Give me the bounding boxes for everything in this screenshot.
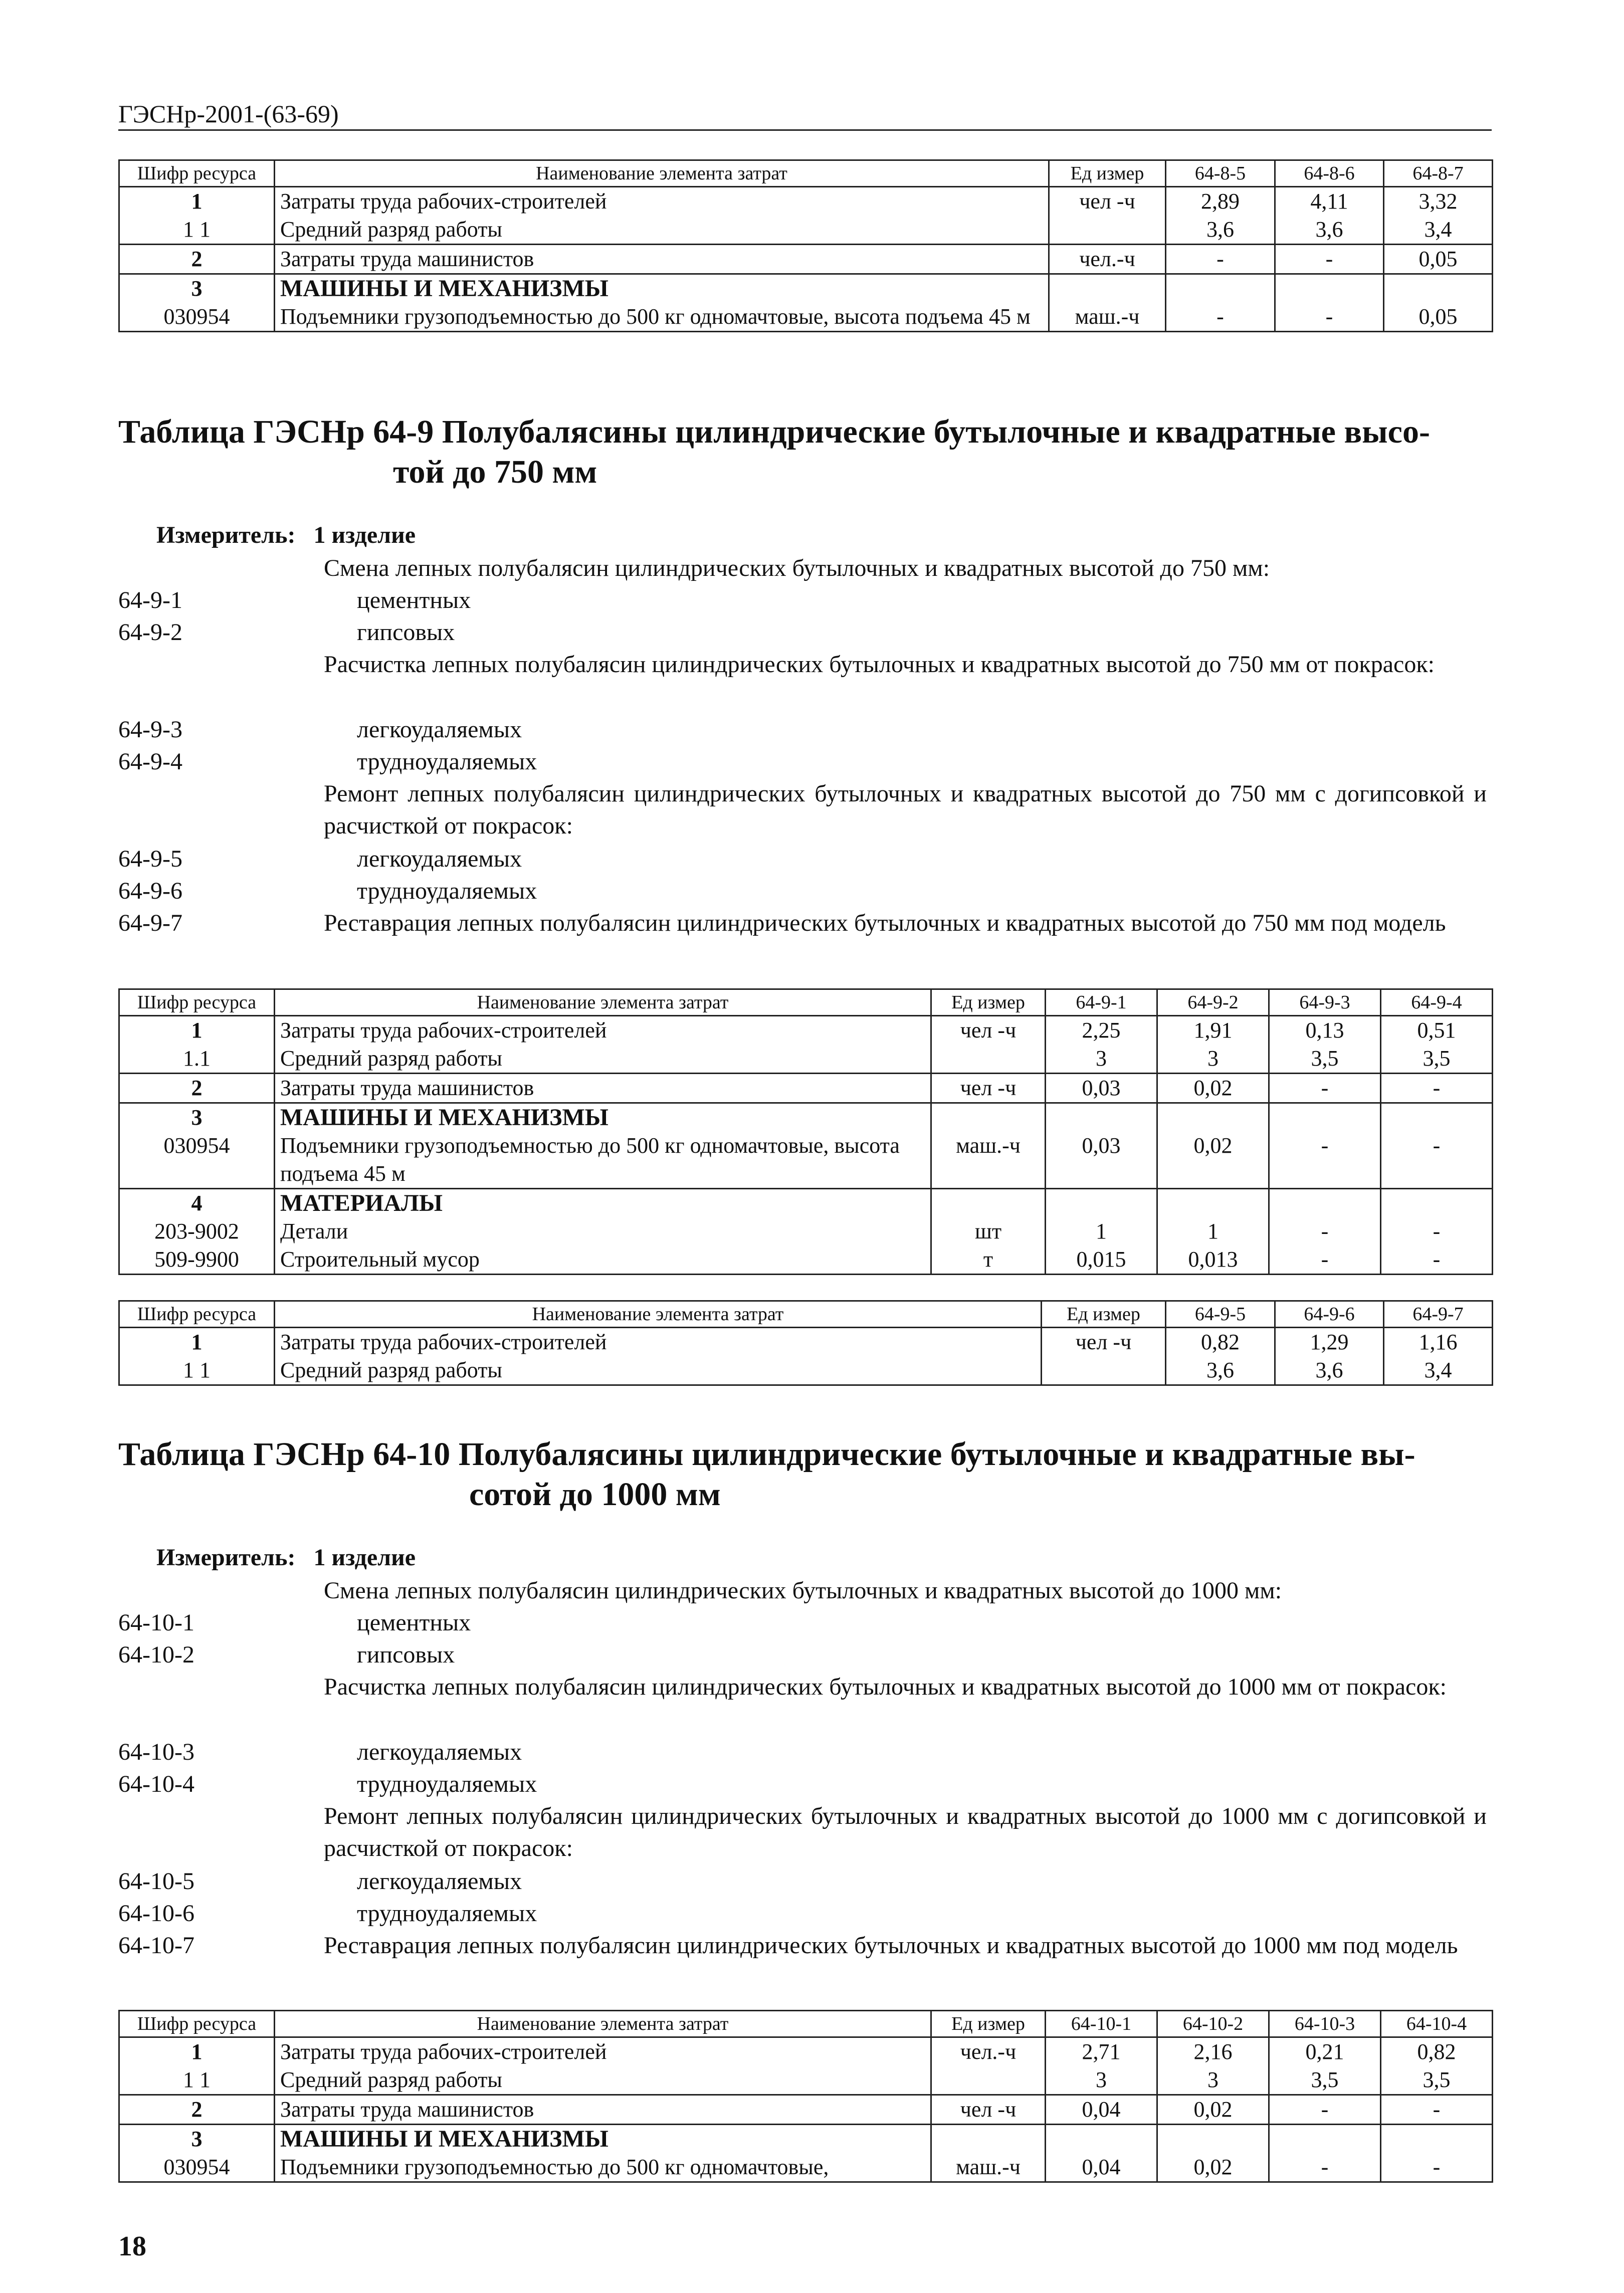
section-heading: МАШИНЫ И МЕХАНИЗМЫ xyxy=(275,1103,931,1132)
col-header-name: Наименование элемента затрат xyxy=(275,1301,1042,1328)
col-header-norm: 64-9-3 xyxy=(1269,989,1381,1016)
norm-value: 0,02 xyxy=(1157,1132,1269,1189)
table-row xyxy=(119,1045,1493,1074)
norm-value xyxy=(1275,274,1384,303)
measure-value: 1 изделие xyxy=(313,1544,416,1571)
norm-value xyxy=(1166,274,1275,303)
norm-value: 0,03 xyxy=(1046,1132,1157,1189)
resource-code: 1 xyxy=(119,1328,275,1357)
norm-value: 3 xyxy=(1046,2066,1157,2095)
table-row xyxy=(119,2095,1493,2125)
norm-value xyxy=(1046,1103,1157,1132)
cost-item-name: Средний разряд работы xyxy=(275,2066,931,2095)
work-description: Расчистка лепных полубалясин цилиндрических бутылочных и квадратных высотой до 750 мм от покрасок: xyxy=(324,651,1435,678)
measure-unit xyxy=(156,1544,416,1571)
col-header-norm: 64-10-4 xyxy=(1381,2011,1493,2037)
table-row xyxy=(119,2066,1493,2095)
resource-code: 203-9002 xyxy=(119,1217,275,1245)
work-item: легкоудаляемых xyxy=(357,846,522,872)
table-row xyxy=(119,1103,1493,1132)
norm-code: 64-10-4 xyxy=(118,1771,194,1797)
running-header: ГЭСНр-2001-(63-69) xyxy=(118,100,339,128)
work-item: легкоудаляемых xyxy=(357,1739,522,1765)
norm-code: 64-9-4 xyxy=(118,748,182,775)
table-64-9-resources-a xyxy=(118,988,1493,1275)
resource-code: 3 xyxy=(119,2125,275,2154)
unit: чел -ч xyxy=(931,2095,1046,2125)
norm-value: 0,02 xyxy=(1157,1074,1269,1103)
table-row xyxy=(119,1328,1493,1357)
col-header-code: Шифр ресурса xyxy=(119,2011,275,2037)
norm-value xyxy=(1381,1103,1493,1132)
col-header-norm: 64-8-5 xyxy=(1166,160,1275,187)
table-row xyxy=(119,1245,1493,1275)
norm-value: 2,16 xyxy=(1157,2037,1269,2066)
resource-code: 1 1 xyxy=(119,216,275,245)
work-description: Ремонт лепных полубалясин цилиндрических бутылочных и квадратных высотой до 1000 мм с догипсовкой и расчисткой от покрасок: xyxy=(324,1803,1487,1861)
norm-value: - xyxy=(1381,1132,1493,1189)
norm-value: 1,29 xyxy=(1275,1328,1384,1357)
norm-value: 3,5 xyxy=(1381,1045,1493,1074)
unit xyxy=(1049,274,1166,303)
norm-code: 64-10-3 xyxy=(118,1739,194,1765)
norm-value: 0,82 xyxy=(1381,2037,1493,2066)
col-header-code: Шифр ресурса xyxy=(119,1301,275,1328)
norm-value: 0,02 xyxy=(1157,2095,1269,2125)
norm-value: 3 xyxy=(1157,1045,1269,1074)
unit xyxy=(931,1045,1046,1074)
work-item: гипсовых xyxy=(357,1641,455,1668)
norm-value: - xyxy=(1381,2095,1493,2125)
title-line: Таблица ГЭСНр 64-9 Полубалясины цилиндрические бутылочные и квадратные высо- xyxy=(118,413,1430,450)
norm-value: 0,05 xyxy=(1384,303,1493,332)
norm-value: 1,91 xyxy=(1157,1016,1269,1045)
work-description: Ремонт лепных полубалясин цилиндрических бутылочных и квадратных высотой до 750 мм с догипсовкой и расчисткой от покрасок: xyxy=(324,780,1487,839)
title-line: сотой до 1000 мм xyxy=(469,1476,721,1513)
cost-item-name: Затраты труда машинистов xyxy=(275,1074,931,1103)
col-header-norm: 64-9-2 xyxy=(1157,989,1269,1016)
work-description: Расчистка лепных полубалясин цилиндрических бутылочных и квадратных высотой до 1000 мм от покрасок: xyxy=(324,1674,1447,1700)
norm-value: 3,4 xyxy=(1384,1356,1493,1385)
norm-value: 1 xyxy=(1046,1217,1157,1245)
table-row xyxy=(119,245,1493,274)
norm-value: 3,6 xyxy=(1166,1356,1275,1385)
col-header-norm: 64-10-1 xyxy=(1046,2011,1157,2037)
cost-item-name: Затраты труда машинистов xyxy=(275,245,1049,274)
resource-code: 1 xyxy=(119,1016,275,1045)
cost-item-name: Средний разряд работы xyxy=(275,216,1049,245)
norm-value: - xyxy=(1381,2153,1493,2182)
unit xyxy=(931,1103,1046,1132)
table-header-row xyxy=(119,160,1493,187)
header-rule xyxy=(118,129,1492,131)
col-header-norm: 64-10-2 xyxy=(1157,2011,1269,2037)
norm-value: 0,82 xyxy=(1166,1328,1275,1357)
table-row xyxy=(119,2037,1493,2066)
measure-unit xyxy=(156,521,416,549)
norm-value: 3,5 xyxy=(1269,1045,1381,1074)
norm-value: 2,71 xyxy=(1046,2037,1157,2066)
norm-code: 64-9-1 xyxy=(118,587,182,613)
unit: чел -ч xyxy=(931,1074,1046,1103)
resource-code: 2 xyxy=(119,1074,275,1103)
table-row xyxy=(119,2125,1493,2154)
norm-value: 0,05 xyxy=(1384,245,1493,274)
norm-value: - xyxy=(1275,303,1384,332)
table-row xyxy=(119,2153,1493,2182)
table-header-row xyxy=(119,989,1493,1016)
norm-value: 0,51 xyxy=(1381,1016,1493,1045)
work-item: цементных xyxy=(357,587,471,613)
unit: шт xyxy=(931,1217,1046,1245)
section-heading: МАТЕРИАЛЫ xyxy=(275,1189,931,1218)
unit xyxy=(1049,216,1166,245)
col-header-code: Шифр ресурса xyxy=(119,160,275,187)
norm-value: 0,13 xyxy=(1269,1016,1381,1045)
norm-code: 64-10-1 xyxy=(118,1609,194,1636)
unit: маш.-ч xyxy=(931,1132,1046,1189)
table-64-8-continued xyxy=(118,159,1493,332)
table-row xyxy=(119,1074,1493,1103)
norm-value: 4,11 xyxy=(1275,187,1384,216)
table-row xyxy=(119,1189,1493,1218)
norm-value: 3,6 xyxy=(1275,1356,1384,1385)
table-row xyxy=(119,274,1493,303)
resource-code: 030954 xyxy=(119,1132,275,1189)
norm-value: - xyxy=(1381,1217,1493,1245)
unit: чел -ч xyxy=(931,1016,1046,1045)
col-header-code: Шифр ресурса xyxy=(119,989,275,1016)
section-heading: МАШИНЫ И МЕХАНИЗМЫ xyxy=(275,2125,931,2154)
resource-code: 1 xyxy=(119,2037,275,2066)
unit: чел -ч xyxy=(1049,187,1166,216)
unit: т xyxy=(931,1245,1046,1275)
norm-value: 1 xyxy=(1157,1217,1269,1245)
work-item: трудноудаляемых xyxy=(357,1771,537,1797)
resource-code: 1 1 xyxy=(119,2066,275,2095)
cost-item-name: Подъемники грузоподъемностью до 500 кг одномачтовые, высота подъема 45 м xyxy=(275,1132,931,1189)
norm-value: 1,16 xyxy=(1384,1328,1493,1357)
col-header-norm: 64-9-4 xyxy=(1381,989,1493,1016)
resource-code: 2 xyxy=(119,245,275,274)
table-row xyxy=(119,1132,1493,1189)
col-header-norm: 64-9-7 xyxy=(1384,1301,1493,1328)
norm-value: 0,013 xyxy=(1157,1245,1269,1275)
norm-code: 64-10-2 xyxy=(118,1641,194,1668)
resource-code: 1 1 xyxy=(119,1356,275,1385)
resource-code: 1.1 xyxy=(119,1045,275,1074)
col-header-name: Наименование элемента затрат xyxy=(275,989,931,1016)
table-64-9-resources-b xyxy=(118,1300,1493,1386)
section-heading: МАШИНЫ И МЕХАНИЗМЫ xyxy=(275,274,1049,303)
work-description: Реставрация лепных полубалясин цилиндрических бутылочных и квадратных высотой до 750 мм под модель xyxy=(324,910,1446,936)
page-number: 18 xyxy=(118,2231,146,2262)
cost-item-name: Подъемники грузоподъемностью до 500 кг одномачтовые, xyxy=(275,2153,931,2182)
norm-value xyxy=(1046,2125,1157,2154)
norm-value: 3,6 xyxy=(1166,216,1275,245)
norm-value: - xyxy=(1269,1217,1381,1245)
col-header-unit: Ед измер xyxy=(1042,1301,1166,1328)
norm-value xyxy=(1157,2125,1269,2154)
work-item: легкоудаляемых xyxy=(357,716,522,743)
col-header-norm: 64-8-7 xyxy=(1384,160,1493,187)
norm-value: - xyxy=(1269,1132,1381,1189)
col-header-unit: Ед измер xyxy=(931,2011,1046,2037)
col-header-unit: Ед измер xyxy=(931,989,1046,1016)
table-64-10-resources xyxy=(118,2010,1493,2183)
norm-value: - xyxy=(1381,1245,1493,1275)
norm-value xyxy=(1384,274,1493,303)
cost-item-name: Затраты труда рабочих-строителей xyxy=(275,2037,931,2066)
norm-code: 64-10-7 xyxy=(118,1932,194,1959)
measure-value: 1 изделие xyxy=(313,522,416,548)
cost-item-name: Средний разряд работы xyxy=(275,1045,931,1074)
table-row xyxy=(119,1356,1493,1385)
cost-item-name: Строительный мусор xyxy=(275,1245,931,1275)
work-description: Реставрация лепных полубалясин цилиндрических бутылочных и квадратных высотой до 1000 мм под модель xyxy=(324,1932,1458,1959)
table-row xyxy=(119,1217,1493,1245)
measure-label: Измеритель: xyxy=(156,1544,296,1571)
cost-item-name: Затраты труда машинистов xyxy=(275,2095,931,2125)
norm-value xyxy=(1046,1189,1157,1218)
norm-value: - xyxy=(1269,2153,1381,2182)
norm-value: 0,02 xyxy=(1157,2153,1269,2182)
col-header-norm: 64-9-1 xyxy=(1046,989,1157,1016)
unit: чел.-ч xyxy=(931,2037,1046,2066)
norm-code: 64-9-5 xyxy=(118,846,182,872)
norm-value: 0,04 xyxy=(1046,2153,1157,2182)
table-title-64-9 xyxy=(118,412,1492,492)
cost-item-name: Средний разряд работы xyxy=(275,1356,1042,1385)
work-description: Смена лепных полубалясин цилиндрических бутылочных и квадратных высотой до 1000 мм: xyxy=(324,1577,1282,1604)
norm-value xyxy=(1381,2125,1493,2154)
cost-item-name: Затраты труда рабочих-строителей xyxy=(275,187,1049,216)
col-header-norm: 64-9-5 xyxy=(1166,1301,1275,1328)
norm-value xyxy=(1269,1189,1381,1218)
col-header-norm: 64-8-6 xyxy=(1275,160,1384,187)
unit: чел.-ч xyxy=(1049,245,1166,274)
col-header-name: Наименование элемента затрат xyxy=(275,2011,931,2037)
norm-code: 64-10-5 xyxy=(118,1868,194,1895)
norm-code: 64-9-6 xyxy=(118,878,182,904)
col-header-norm: 64-9-6 xyxy=(1275,1301,1384,1328)
unit: маш.-ч xyxy=(931,2153,1046,2182)
norm-value: - xyxy=(1269,2095,1381,2125)
resource-code: 3 xyxy=(119,274,275,303)
norm-value: 3 xyxy=(1046,1045,1157,1074)
work-item: гипсовых xyxy=(357,619,455,646)
norm-value: - xyxy=(1275,245,1384,274)
resource-code: 1 xyxy=(119,187,275,216)
norm-value xyxy=(1381,1189,1493,1218)
unit xyxy=(931,2066,1046,2095)
norm-value xyxy=(1269,2125,1381,2154)
work-item: трудноудаляемых xyxy=(357,878,537,904)
title-line: Таблица ГЭСНр 64-10 Полубалясины цилиндрические бутылочные и квадратные вы- xyxy=(118,1436,1415,1473)
col-header-norm: 64-10-3 xyxy=(1269,2011,1381,2037)
col-header-unit: Ед измер xyxy=(1049,160,1166,187)
norm-value: 0,015 xyxy=(1046,1245,1157,1275)
measure-label: Измеритель: xyxy=(156,522,296,548)
cost-item-name: Затраты труда рабочих-строителей xyxy=(275,1328,1042,1357)
table-header-row xyxy=(119,1301,1493,1328)
table-title-64-10 xyxy=(118,1434,1492,1515)
col-header-name: Наименование элемента затрат xyxy=(275,160,1049,187)
norm-code: 64-9-7 xyxy=(118,910,182,936)
resource-code: 4 xyxy=(119,1189,275,1218)
norm-value: 3 xyxy=(1157,2066,1269,2095)
work-item: цементных xyxy=(357,1609,471,1636)
unit: чел -ч xyxy=(1042,1328,1166,1357)
norm-value: 3,4 xyxy=(1384,216,1493,245)
norm-value: 0,03 xyxy=(1046,1074,1157,1103)
table-header-row xyxy=(119,2011,1493,2037)
cost-item-name: Детали xyxy=(275,1217,931,1245)
norm-value xyxy=(1269,1103,1381,1132)
norm-value: - xyxy=(1166,245,1275,274)
norm-value xyxy=(1157,1103,1269,1132)
resource-code: 3 xyxy=(119,1103,275,1132)
norm-value: 3,5 xyxy=(1381,2066,1493,2095)
norm-value: 0,04 xyxy=(1046,2095,1157,2125)
norm-value: - xyxy=(1381,1074,1493,1103)
resource-code: 2 xyxy=(119,2095,275,2125)
unit xyxy=(931,1189,1046,1218)
table-row xyxy=(119,187,1493,216)
norm-value: 3,6 xyxy=(1275,216,1384,245)
cost-item-name: Подъемники грузоподъемностью до 500 кг одномачтовые, высота подъема 45 м xyxy=(275,303,1049,332)
unit: маш.-ч xyxy=(1049,303,1166,332)
work-item: трудноудаляемых xyxy=(357,1900,537,1927)
unit xyxy=(1042,1356,1166,1385)
norm-value: 0,21 xyxy=(1269,2037,1381,2066)
norm-code: 64-10-6 xyxy=(118,1900,194,1927)
table-row xyxy=(119,303,1493,332)
resource-code: 030954 xyxy=(119,2153,275,2182)
title-line: той до 750 мм xyxy=(393,454,597,490)
norm-code: 64-9-3 xyxy=(118,716,182,743)
norm-value: 3,5 xyxy=(1269,2066,1381,2095)
norm-value: 3,32 xyxy=(1384,187,1493,216)
norm-value: - xyxy=(1166,303,1275,332)
resource-code: 030954 xyxy=(119,303,275,332)
norm-code: 64-9-2 xyxy=(118,619,182,646)
cost-item-name: Затраты труда рабочих-строителей xyxy=(275,1016,931,1045)
work-description: Смена лепных полубалясин цилиндрических бутылочных и квадратных высотой до 750 мм: xyxy=(324,555,1270,581)
norm-value: - xyxy=(1269,1245,1381,1275)
table-row xyxy=(119,1016,1493,1045)
norm-value: 2,25 xyxy=(1046,1016,1157,1045)
unit xyxy=(931,2125,1046,2154)
resource-code: 509-9900 xyxy=(119,1245,275,1275)
table-row xyxy=(119,216,1493,245)
norm-value: - xyxy=(1269,1074,1381,1103)
work-item: легкоудаляемых xyxy=(357,1868,522,1895)
work-item: трудноудаляемых xyxy=(357,748,537,775)
norm-value xyxy=(1157,1189,1269,1218)
norm-value: 2,89 xyxy=(1166,187,1275,216)
